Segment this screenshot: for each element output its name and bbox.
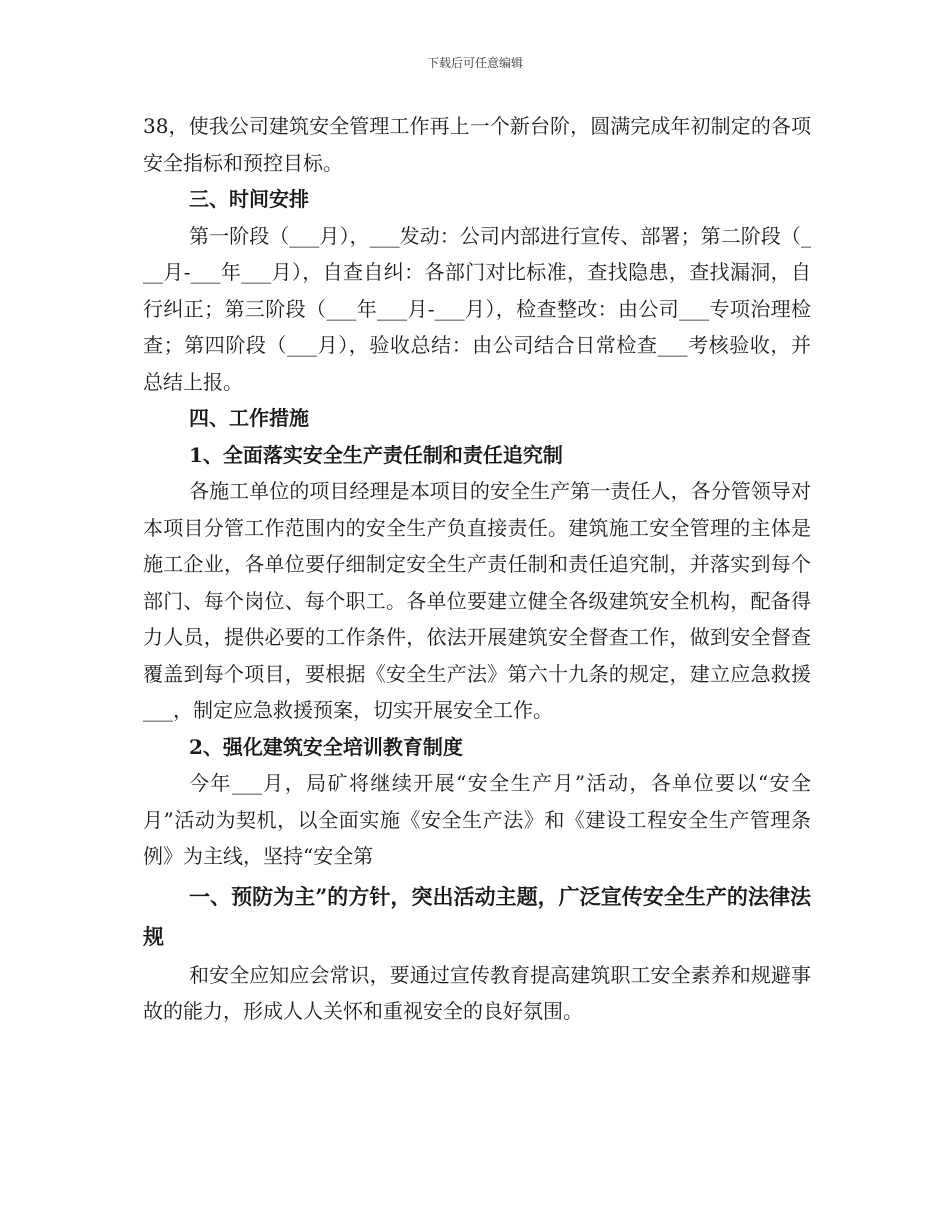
page-header-note: 下载后可任意编辑 (426, 56, 523, 70)
subheading-training: 2、强化建筑安全培训教育制度 (189, 734, 463, 759)
section-heading-schedule: 三、时间安排 (189, 187, 309, 211)
subheading-responsibility: 1、全面落实安全生产责任制和责任追究制 (189, 442, 563, 467)
paragraph-responsibility: 各施工单位的项目经理是本项目的安全生产第一责任人，各分管领导对本项目分管工作范围内的安全生产负直接责任。建筑施工安全管理的主体是施工企业，各单位要仔细制定安全生产责任制和责任追究制，并落实到每个部门、每个岗位、每个职工。各单位要建立健全各级建筑安全机构，配备得力人员，提供必要的工作条件，依法开展建筑安全督查工作，做到安全督查覆盖到每个项目，要根据《安全生产法》第六十九条的规定，建立应急救援___，制定应急救援预案，切实开展安全工作。 (143, 479, 811, 722)
document-body (143, 108, 811, 1030)
heading-prevention-policy: 一、预防为主”的方针，突出活动主题，广泛宣传安全生产的法律法规 (143, 883, 811, 949)
paragraph-safety-awareness: 和安全应知应会常识，要通过宣传教育提高建筑职工安全素养和规避事故的能力，形成人人关怀和重视安全的良好氛围。 (143, 962, 811, 1023)
paragraph-schedule: 第一阶段（___月），___发动：公司内部进行宣传、部署；第二阶段（___月-___年___月），自查自纠：各部门对比标准，查找隐患，查找漏洞，自行纠正；第三阶段（___年___月-___月），检查整改：由公司___专项治理检查；第四阶段（___月），验收总结：由公司结合日常检查___考核验收，并总结上报。 (143, 223, 811, 394)
paragraph-goals-continued: 38，使我公司建筑安全管理工作再上一个新台阶，圆满完成年初制定的各项安全指标和预控目标。 (143, 114, 811, 175)
paragraph-training: 今年___月，局矿将继续开展“安全生产月”活动，各单位要以“安全月”活动为契机，以全面实施《安全生产法》和《建设工程安全生产管理条例》为主线，坚持“安全第 (143, 771, 811, 868)
section-heading-measures: 四、工作措施 (189, 406, 309, 430)
